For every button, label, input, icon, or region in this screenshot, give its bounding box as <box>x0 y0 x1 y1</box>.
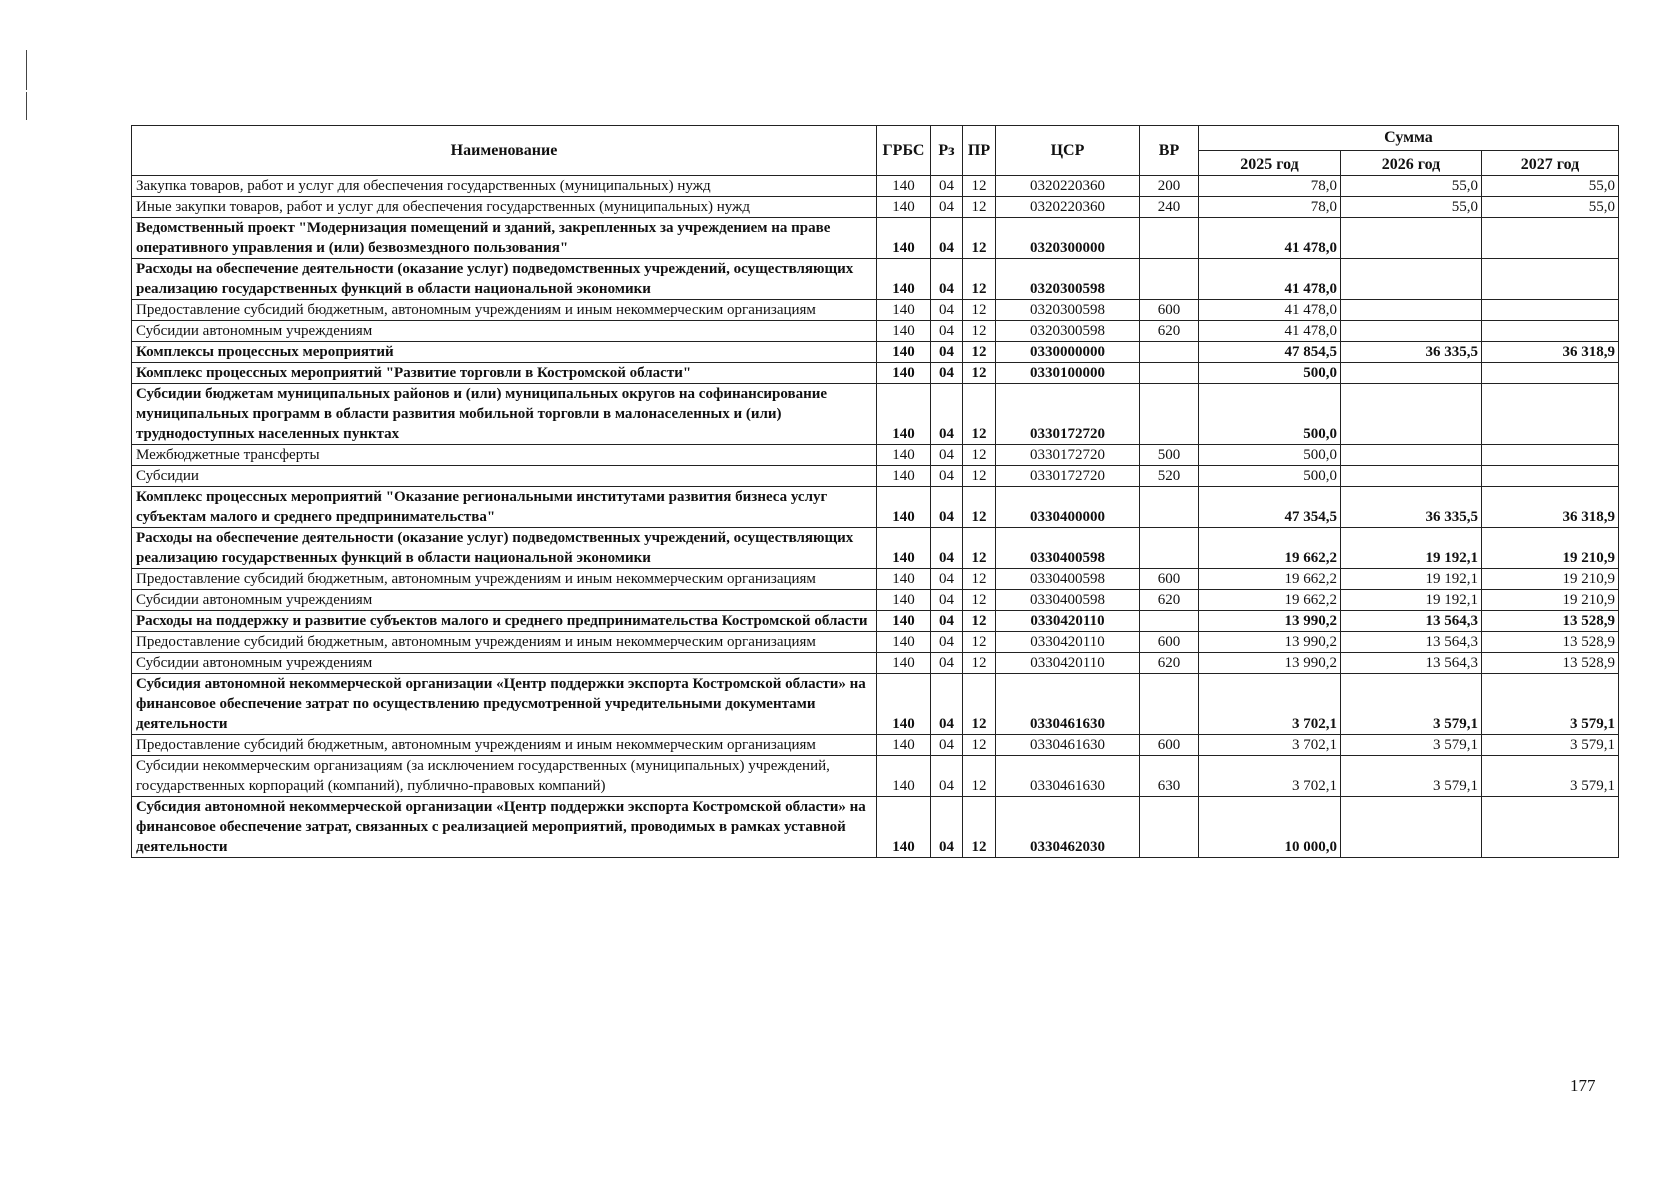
cell-csr: 0330420110 <box>996 611 1140 632</box>
table-header <box>132 126 1619 176</box>
cell-pr: 12 <box>963 300 996 321</box>
cell-pr: 12 <box>963 384 996 445</box>
cell-2025: 47 854,5 <box>1199 342 1341 363</box>
cell-vr <box>1140 674 1199 735</box>
cell-pr: 12 <box>963 197 996 218</box>
table-row <box>132 218 1619 259</box>
table-row <box>132 197 1619 218</box>
cell-pr: 12 <box>963 321 996 342</box>
cell-grbs: 140 <box>877 384 931 445</box>
cell-name: Субсидии <box>132 466 877 487</box>
table-row <box>132 487 1619 528</box>
cell-2025: 19 662,2 <box>1199 528 1341 569</box>
cell-grbs: 140 <box>877 756 931 797</box>
cell-vr: 240 <box>1140 197 1199 218</box>
cell-rz: 04 <box>931 197 963 218</box>
cell-2026 <box>1341 218 1482 259</box>
cell-name: Расходы на поддержку и развитие субъектов малого и среднего предпринимательства Костромской области <box>132 611 877 632</box>
table-row <box>132 632 1619 653</box>
cell-2025: 3 702,1 <box>1199 735 1341 756</box>
cell-vr <box>1140 487 1199 528</box>
cell-vr <box>1140 528 1199 569</box>
cell-2027: 36 318,9 <box>1482 487 1619 528</box>
cell-pr: 12 <box>963 466 996 487</box>
cell-vr <box>1140 218 1199 259</box>
table-row <box>132 611 1619 632</box>
cell-pr: 12 <box>963 674 996 735</box>
cell-name: Комплекс процессных мероприятий "Оказание региональными институтами развития бизнеса услуг субъектам малого и среднего предпринимательства" <box>132 487 877 528</box>
cell-csr: 0330000000 <box>996 342 1140 363</box>
cell-2027: 36 318,9 <box>1482 342 1619 363</box>
cell-2026 <box>1341 300 1482 321</box>
cell-pr: 12 <box>963 735 996 756</box>
cell-rz: 04 <box>931 466 963 487</box>
cell-2027 <box>1482 300 1619 321</box>
header-year-2026: 2026 год <box>1341 151 1482 176</box>
table-row <box>132 590 1619 611</box>
cell-2025: 19 662,2 <box>1199 569 1341 590</box>
cell-grbs: 140 <box>877 569 931 590</box>
cell-vr: 600 <box>1140 735 1199 756</box>
cell-rz: 04 <box>931 342 963 363</box>
cell-vr: 620 <box>1140 653 1199 674</box>
cell-2026 <box>1341 321 1482 342</box>
cell-csr: 0330462030 <box>996 797 1140 858</box>
cell-csr: 0320220360 <box>996 176 1140 197</box>
cell-name: Субсидия автономной некоммерческой организации «Центр поддержки экспорта Костромской области» на финансовое обеспечение затрат по осуществлению предусмотренной учредительными документами деятельности <box>132 674 877 735</box>
cell-2026 <box>1341 466 1482 487</box>
cell-name: Расходы на обеспечение деятельности (оказание услуг) подведомственных учреждений, осуществляющих реализацию государственных функций в области национальной экономики <box>132 528 877 569</box>
page-number: 177 <box>1570 1076 1596 1095</box>
cell-csr: 0320300598 <box>996 259 1140 300</box>
cell-2026: 36 335,5 <box>1341 487 1482 528</box>
cell-2027: 19 210,9 <box>1482 569 1619 590</box>
header-vr: ВР <box>1140 126 1199 176</box>
cell-pr: 12 <box>963 363 996 384</box>
cell-grbs: 140 <box>877 528 931 569</box>
cell-pr: 12 <box>963 611 996 632</box>
header-rz: Рз <box>931 126 963 176</box>
cell-vr: 600 <box>1140 569 1199 590</box>
cell-rz: 04 <box>931 487 963 528</box>
cell-2026: 13 564,3 <box>1341 632 1482 653</box>
table-row <box>132 674 1619 735</box>
cell-rz: 04 <box>931 569 963 590</box>
cell-name: Ведомственный проект "Модернизация помещений и зданий, закрепленных за учреждением на праве оперативного управления и (или) безвозмездного пользования" <box>132 218 877 259</box>
cell-2027: 3 579,1 <box>1482 756 1619 797</box>
cell-grbs: 140 <box>877 674 931 735</box>
cell-rz: 04 <box>931 528 963 569</box>
cell-pr: 12 <box>963 653 996 674</box>
cell-2027: 3 579,1 <box>1482 735 1619 756</box>
cell-pr: 12 <box>963 487 996 528</box>
cell-2027 <box>1482 384 1619 445</box>
cell-2027: 55,0 <box>1482 197 1619 218</box>
table-row <box>132 363 1619 384</box>
cell-pr: 12 <box>963 632 996 653</box>
cell-vr: 500 <box>1140 445 1199 466</box>
cell-vr: 200 <box>1140 176 1199 197</box>
cell-name: Иные закупки товаров, работ и услуг для обеспечения государственных (муниципальных) нужд <box>132 197 877 218</box>
cell-vr: 520 <box>1140 466 1199 487</box>
cell-2026 <box>1341 797 1482 858</box>
cell-name: Предоставление субсидий бюджетным, автономным учреждениям и иным некоммерческим организациям <box>132 300 877 321</box>
cell-rz: 04 <box>931 756 963 797</box>
cell-pr: 12 <box>963 218 996 259</box>
header-year-2025: 2025 год <box>1199 151 1341 176</box>
cell-2027: 13 528,9 <box>1482 653 1619 674</box>
cell-csr: 0330400000 <box>996 487 1140 528</box>
cell-grbs: 140 <box>877 735 931 756</box>
cell-2025: 3 702,1 <box>1199 756 1341 797</box>
cell-grbs: 140 <box>877 466 931 487</box>
header-grbs: ГРБС <box>877 126 931 176</box>
cell-2025: 47 354,5 <box>1199 487 1341 528</box>
cell-2025: 41 478,0 <box>1199 259 1341 300</box>
margin-mark <box>26 50 27 90</box>
cell-2025: 78,0 <box>1199 176 1341 197</box>
cell-2025: 500,0 <box>1199 466 1341 487</box>
cell-2026 <box>1341 259 1482 300</box>
cell-vr: 620 <box>1140 590 1199 611</box>
cell-grbs: 140 <box>877 197 931 218</box>
cell-2027 <box>1482 797 1619 858</box>
table-row <box>132 653 1619 674</box>
cell-grbs: 140 <box>877 321 931 342</box>
cell-vr <box>1140 611 1199 632</box>
cell-2027: 19 210,9 <box>1482 528 1619 569</box>
cell-name: Предоставление субсидий бюджетным, автономным учреждениям и иным некоммерческим организациям <box>132 735 877 756</box>
cell-2025: 78,0 <box>1199 197 1341 218</box>
cell-rz: 04 <box>931 321 963 342</box>
cell-2027 <box>1482 218 1619 259</box>
cell-rz: 04 <box>931 674 963 735</box>
cell-vr: 600 <box>1140 632 1199 653</box>
cell-2025: 13 990,2 <box>1199 653 1341 674</box>
cell-vr <box>1140 384 1199 445</box>
cell-pr: 12 <box>963 590 996 611</box>
table-row <box>132 445 1619 466</box>
cell-grbs: 140 <box>877 300 931 321</box>
cell-grbs: 140 <box>877 445 931 466</box>
cell-rz: 04 <box>931 735 963 756</box>
cell-pr: 12 <box>963 528 996 569</box>
table-row <box>132 342 1619 363</box>
table-row <box>132 259 1619 300</box>
header-year-2027: 2027 год <box>1482 151 1619 176</box>
cell-csr: 0330461630 <box>996 735 1140 756</box>
table-body <box>132 176 1619 858</box>
table-row <box>132 466 1619 487</box>
cell-2026 <box>1341 384 1482 445</box>
table-row <box>132 300 1619 321</box>
cell-rz: 04 <box>931 653 963 674</box>
cell-2026: 36 335,5 <box>1341 342 1482 363</box>
cell-2025: 500,0 <box>1199 363 1341 384</box>
cell-csr: 0330420110 <box>996 632 1140 653</box>
cell-2027: 3 579,1 <box>1482 674 1619 735</box>
cell-grbs: 140 <box>877 487 931 528</box>
cell-vr <box>1140 797 1199 858</box>
cell-pr: 12 <box>963 445 996 466</box>
cell-grbs: 140 <box>877 797 931 858</box>
cell-rz: 04 <box>931 384 963 445</box>
cell-csr: 0330172720 <box>996 384 1140 445</box>
cell-grbs: 140 <box>877 611 931 632</box>
cell-grbs: 140 <box>877 632 931 653</box>
margin-mark <box>26 92 27 120</box>
table-row <box>132 176 1619 197</box>
header-csr: ЦСР <box>996 126 1140 176</box>
cell-2025: 19 662,2 <box>1199 590 1341 611</box>
cell-grbs: 140 <box>877 653 931 674</box>
cell-name: Комплекс процессных мероприятий "Развитие торговли в Костромской области" <box>132 363 877 384</box>
cell-rz: 04 <box>931 797 963 858</box>
table-row <box>132 735 1619 756</box>
cell-grbs: 140 <box>877 176 931 197</box>
cell-csr: 0330400598 <box>996 590 1140 611</box>
cell-2026: 3 579,1 <box>1341 756 1482 797</box>
cell-csr: 0320300598 <box>996 321 1140 342</box>
cell-vr: 620 <box>1140 321 1199 342</box>
cell-csr: 0320300598 <box>996 300 1140 321</box>
cell-vr <box>1140 342 1199 363</box>
cell-2025: 500,0 <box>1199 445 1341 466</box>
cell-2025: 13 990,2 <box>1199 632 1341 653</box>
cell-2026 <box>1341 445 1482 466</box>
cell-name: Субсидии автономным учреждениям <box>132 321 877 342</box>
cell-rz: 04 <box>931 632 963 653</box>
cell-2025: 10 000,0 <box>1199 797 1341 858</box>
cell-2027 <box>1482 259 1619 300</box>
table-row <box>132 569 1619 590</box>
cell-2026: 3 579,1 <box>1341 735 1482 756</box>
cell-2027 <box>1482 363 1619 384</box>
cell-2025: 13 990,2 <box>1199 611 1341 632</box>
cell-2025: 3 702,1 <box>1199 674 1341 735</box>
cell-2027 <box>1482 466 1619 487</box>
cell-csr: 0330172720 <box>996 466 1140 487</box>
cell-vr: 630 <box>1140 756 1199 797</box>
cell-csr: 0330420110 <box>996 653 1140 674</box>
cell-pr: 12 <box>963 797 996 858</box>
cell-vr <box>1140 363 1199 384</box>
cell-rz: 04 <box>931 363 963 384</box>
cell-name: Субсидии бюджетам муниципальных районов и (или) муниципальных округов на софинансирование муниципальных программ в области развития мобильной торговли в малонаселенных и (или) труднодоступных населенных пунктах <box>132 384 877 445</box>
cell-2026: 55,0 <box>1341 197 1482 218</box>
cell-csr: 0330400598 <box>996 569 1140 590</box>
cell-csr: 0330461630 <box>996 674 1140 735</box>
cell-2026: 13 564,3 <box>1341 653 1482 674</box>
cell-name: Субсидия автономной некоммерческой организации «Центр поддержки экспорта Костромской области» на финансовое обеспечение затрат, связанных с реализацией мероприятий, проводимых в рамках уставной деятельности <box>132 797 877 858</box>
cell-2026 <box>1341 363 1482 384</box>
cell-csr: 0330172720 <box>996 445 1140 466</box>
cell-name: Субсидии некоммерческим организациям (за исключением государственных (муниципальных) учреждений, государственных корпораций (компаний), публично-правовых компаний) <box>132 756 877 797</box>
cell-name: Комплексы процессных мероприятий <box>132 342 877 363</box>
cell-name: Предоставление субсидий бюджетным, автономным учреждениям и иным некоммерческим организациям <box>132 569 877 590</box>
cell-pr: 12 <box>963 259 996 300</box>
cell-grbs: 140 <box>877 218 931 259</box>
cell-name: Межбюджетные трансферты <box>132 445 877 466</box>
header-name: Наименование <box>132 126 877 176</box>
table-row <box>132 797 1619 858</box>
cell-pr: 12 <box>963 342 996 363</box>
cell-name: Расходы на обеспечение деятельности (оказание услуг) подведомственных учреждений, осуществляющих реализацию государственных функций в области национальной экономики <box>132 259 877 300</box>
cell-csr: 0320300000 <box>996 218 1140 259</box>
cell-2026: 19 192,1 <box>1341 590 1482 611</box>
cell-rz: 04 <box>931 445 963 466</box>
cell-vr <box>1140 259 1199 300</box>
cell-2025: 41 478,0 <box>1199 321 1341 342</box>
cell-pr: 12 <box>963 569 996 590</box>
cell-rz: 04 <box>931 176 963 197</box>
cell-2026: 13 564,3 <box>1341 611 1482 632</box>
table-row <box>132 321 1619 342</box>
table-row <box>132 528 1619 569</box>
cell-2027: 19 210,9 <box>1482 590 1619 611</box>
cell-rz: 04 <box>931 259 963 300</box>
cell-2026: 55,0 <box>1341 176 1482 197</box>
cell-rz: 04 <box>931 590 963 611</box>
table-row <box>132 384 1619 445</box>
cell-2026: 3 579,1 <box>1341 674 1482 735</box>
cell-name: Закупка товаров, работ и услуг для обеспечения государственных (муниципальных) нужд <box>132 176 877 197</box>
cell-2027: 55,0 <box>1482 176 1619 197</box>
cell-grbs: 140 <box>877 259 931 300</box>
cell-name: Субсидии автономным учреждениям <box>132 590 877 611</box>
cell-grbs: 140 <box>877 590 931 611</box>
cell-2026: 19 192,1 <box>1341 528 1482 569</box>
cell-rz: 04 <box>931 218 963 259</box>
budget-table <box>131 125 1619 858</box>
cell-name: Субсидии автономным учреждениям <box>132 653 877 674</box>
cell-csr: 0320220360 <box>996 197 1140 218</box>
cell-grbs: 140 <box>877 363 931 384</box>
cell-2027: 13 528,9 <box>1482 632 1619 653</box>
cell-vr: 600 <box>1140 300 1199 321</box>
cell-grbs: 140 <box>877 342 931 363</box>
cell-2027: 13 528,9 <box>1482 611 1619 632</box>
cell-csr: 0330461630 <box>996 756 1140 797</box>
cell-2025: 41 478,0 <box>1199 300 1341 321</box>
cell-rz: 04 <box>931 300 963 321</box>
table-row <box>132 756 1619 797</box>
cell-name: Предоставление субсидий бюджетным, автономным учреждениям и иным некоммерческим организациям <box>132 632 877 653</box>
header-sum: Сумма <box>1199 126 1619 151</box>
header-pr: ПР <box>963 126 996 176</box>
cell-2025: 41 478,0 <box>1199 218 1341 259</box>
cell-rz: 04 <box>931 611 963 632</box>
cell-2027 <box>1482 321 1619 342</box>
cell-2026: 19 192,1 <box>1341 569 1482 590</box>
cell-2027 <box>1482 445 1619 466</box>
cell-csr: 0330400598 <box>996 528 1140 569</box>
cell-2025: 500,0 <box>1199 384 1341 445</box>
cell-pr: 12 <box>963 176 996 197</box>
cell-csr: 0330100000 <box>996 363 1140 384</box>
cell-pr: 12 <box>963 756 996 797</box>
